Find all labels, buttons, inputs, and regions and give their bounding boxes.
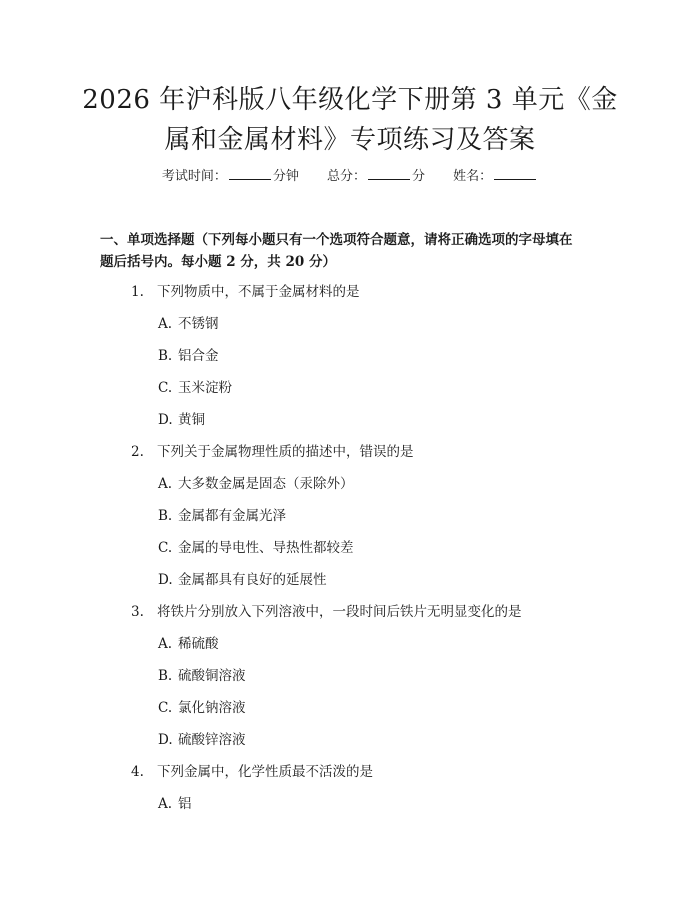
total-score-blank bbox=[368, 167, 410, 180]
q2-option-d bbox=[158, 570, 327, 590]
option-text: 黄铜 bbox=[178, 412, 205, 428]
exam-time-blank bbox=[229, 167, 271, 180]
q1-option-a bbox=[158, 314, 219, 334]
title-line-1: 2026 年沪科版八年级化学下册第 3 单元《金 bbox=[82, 85, 618, 115]
q1-option-d bbox=[158, 410, 205, 430]
document-title bbox=[80, 80, 620, 160]
option-letter: D. bbox=[158, 412, 173, 428]
option-letter: C. bbox=[158, 380, 173, 396]
option-letter: C. bbox=[158, 700, 173, 716]
section-heading-line-1: 一、单项选择题（下列每小题只有一个选项符合题意，请将正确选项的字母填在 bbox=[100, 232, 573, 248]
section-heading bbox=[100, 229, 600, 273]
question-3 bbox=[131, 602, 522, 622]
total-score-unit: 分 bbox=[412, 169, 426, 184]
question-text: 下列金属中，化学性质最不活泼的是 bbox=[157, 764, 373, 780]
q1-option-b bbox=[158, 346, 219, 366]
option-text: 玉米淀粉 bbox=[178, 380, 232, 396]
option-text: 金属都具有良好的延展性 bbox=[178, 572, 327, 588]
question-text: 将铁片分别放入下列溶液中，一段时间后铁片无明显变化的是 bbox=[157, 604, 522, 620]
exam-time-label: 考试时间： bbox=[161, 169, 227, 184]
option-letter: A. bbox=[158, 316, 173, 332]
q1-option-c bbox=[158, 378, 232, 398]
q3-option-a bbox=[158, 634, 219, 654]
option-letter: B. bbox=[158, 508, 173, 524]
name-blank bbox=[494, 167, 536, 180]
q3-option-d bbox=[158, 730, 246, 750]
option-letter: A. bbox=[158, 476, 173, 492]
question-number: 3. bbox=[131, 604, 144, 620]
option-letter: B. bbox=[158, 668, 173, 684]
q3-option-c bbox=[158, 698, 246, 718]
option-text: 稀硫酸 bbox=[178, 636, 219, 652]
option-text: 铝合金 bbox=[178, 348, 219, 364]
question-text: 下列关于金属物理性质的描述中，错误的是 bbox=[157, 444, 414, 460]
option-text: 金属都有金属光泽 bbox=[178, 508, 286, 524]
option-letter: B. bbox=[158, 348, 173, 364]
title-line-2: 属和金属材料》专项练习及答案 bbox=[164, 125, 536, 155]
question-1 bbox=[131, 282, 360, 302]
option-text: 金属的导电性、导热性都较差 bbox=[178, 540, 354, 556]
question-text: 下列物质中，不属于金属材料的是 bbox=[157, 284, 360, 300]
q4-option-a bbox=[158, 794, 192, 814]
exam-time-field bbox=[162, 167, 299, 187]
option-text: 氯化钠溶液 bbox=[178, 700, 246, 716]
option-letter: D. bbox=[158, 732, 173, 748]
total-score-label: 总分： bbox=[326, 169, 366, 184]
name-label: 姓名： bbox=[453, 169, 493, 184]
option-letter: A. bbox=[158, 636, 173, 652]
exam-time-unit: 分钟 bbox=[272, 169, 299, 184]
q2-option-a bbox=[158, 474, 354, 494]
exam-info-line bbox=[0, 167, 700, 187]
option-letter: A. bbox=[158, 796, 173, 812]
question-number: 4. bbox=[131, 764, 144, 780]
question-number: 2. bbox=[131, 444, 144, 460]
total-score-field bbox=[327, 167, 425, 187]
option-text: 大多数金属是固态（汞除外） bbox=[178, 476, 354, 492]
q3-option-b bbox=[158, 666, 246, 686]
question-2 bbox=[131, 442, 414, 462]
option-letter: D. bbox=[158, 572, 173, 588]
option-text: 铝 bbox=[178, 796, 192, 812]
question-number: 1. bbox=[131, 284, 144, 300]
q2-option-c bbox=[158, 538, 354, 558]
option-text: 硫酸锌溶液 bbox=[178, 732, 246, 748]
question-4 bbox=[131, 762, 373, 782]
option-letter: C. bbox=[158, 540, 173, 556]
section-heading-line-2: 题后括号内。每小题 2 分，共 20 分） bbox=[100, 254, 336, 270]
q2-option-b bbox=[158, 506, 286, 526]
name-field bbox=[453, 167, 538, 187]
option-text: 硫酸铜溶液 bbox=[178, 668, 246, 684]
option-text: 不锈钢 bbox=[178, 316, 219, 332]
